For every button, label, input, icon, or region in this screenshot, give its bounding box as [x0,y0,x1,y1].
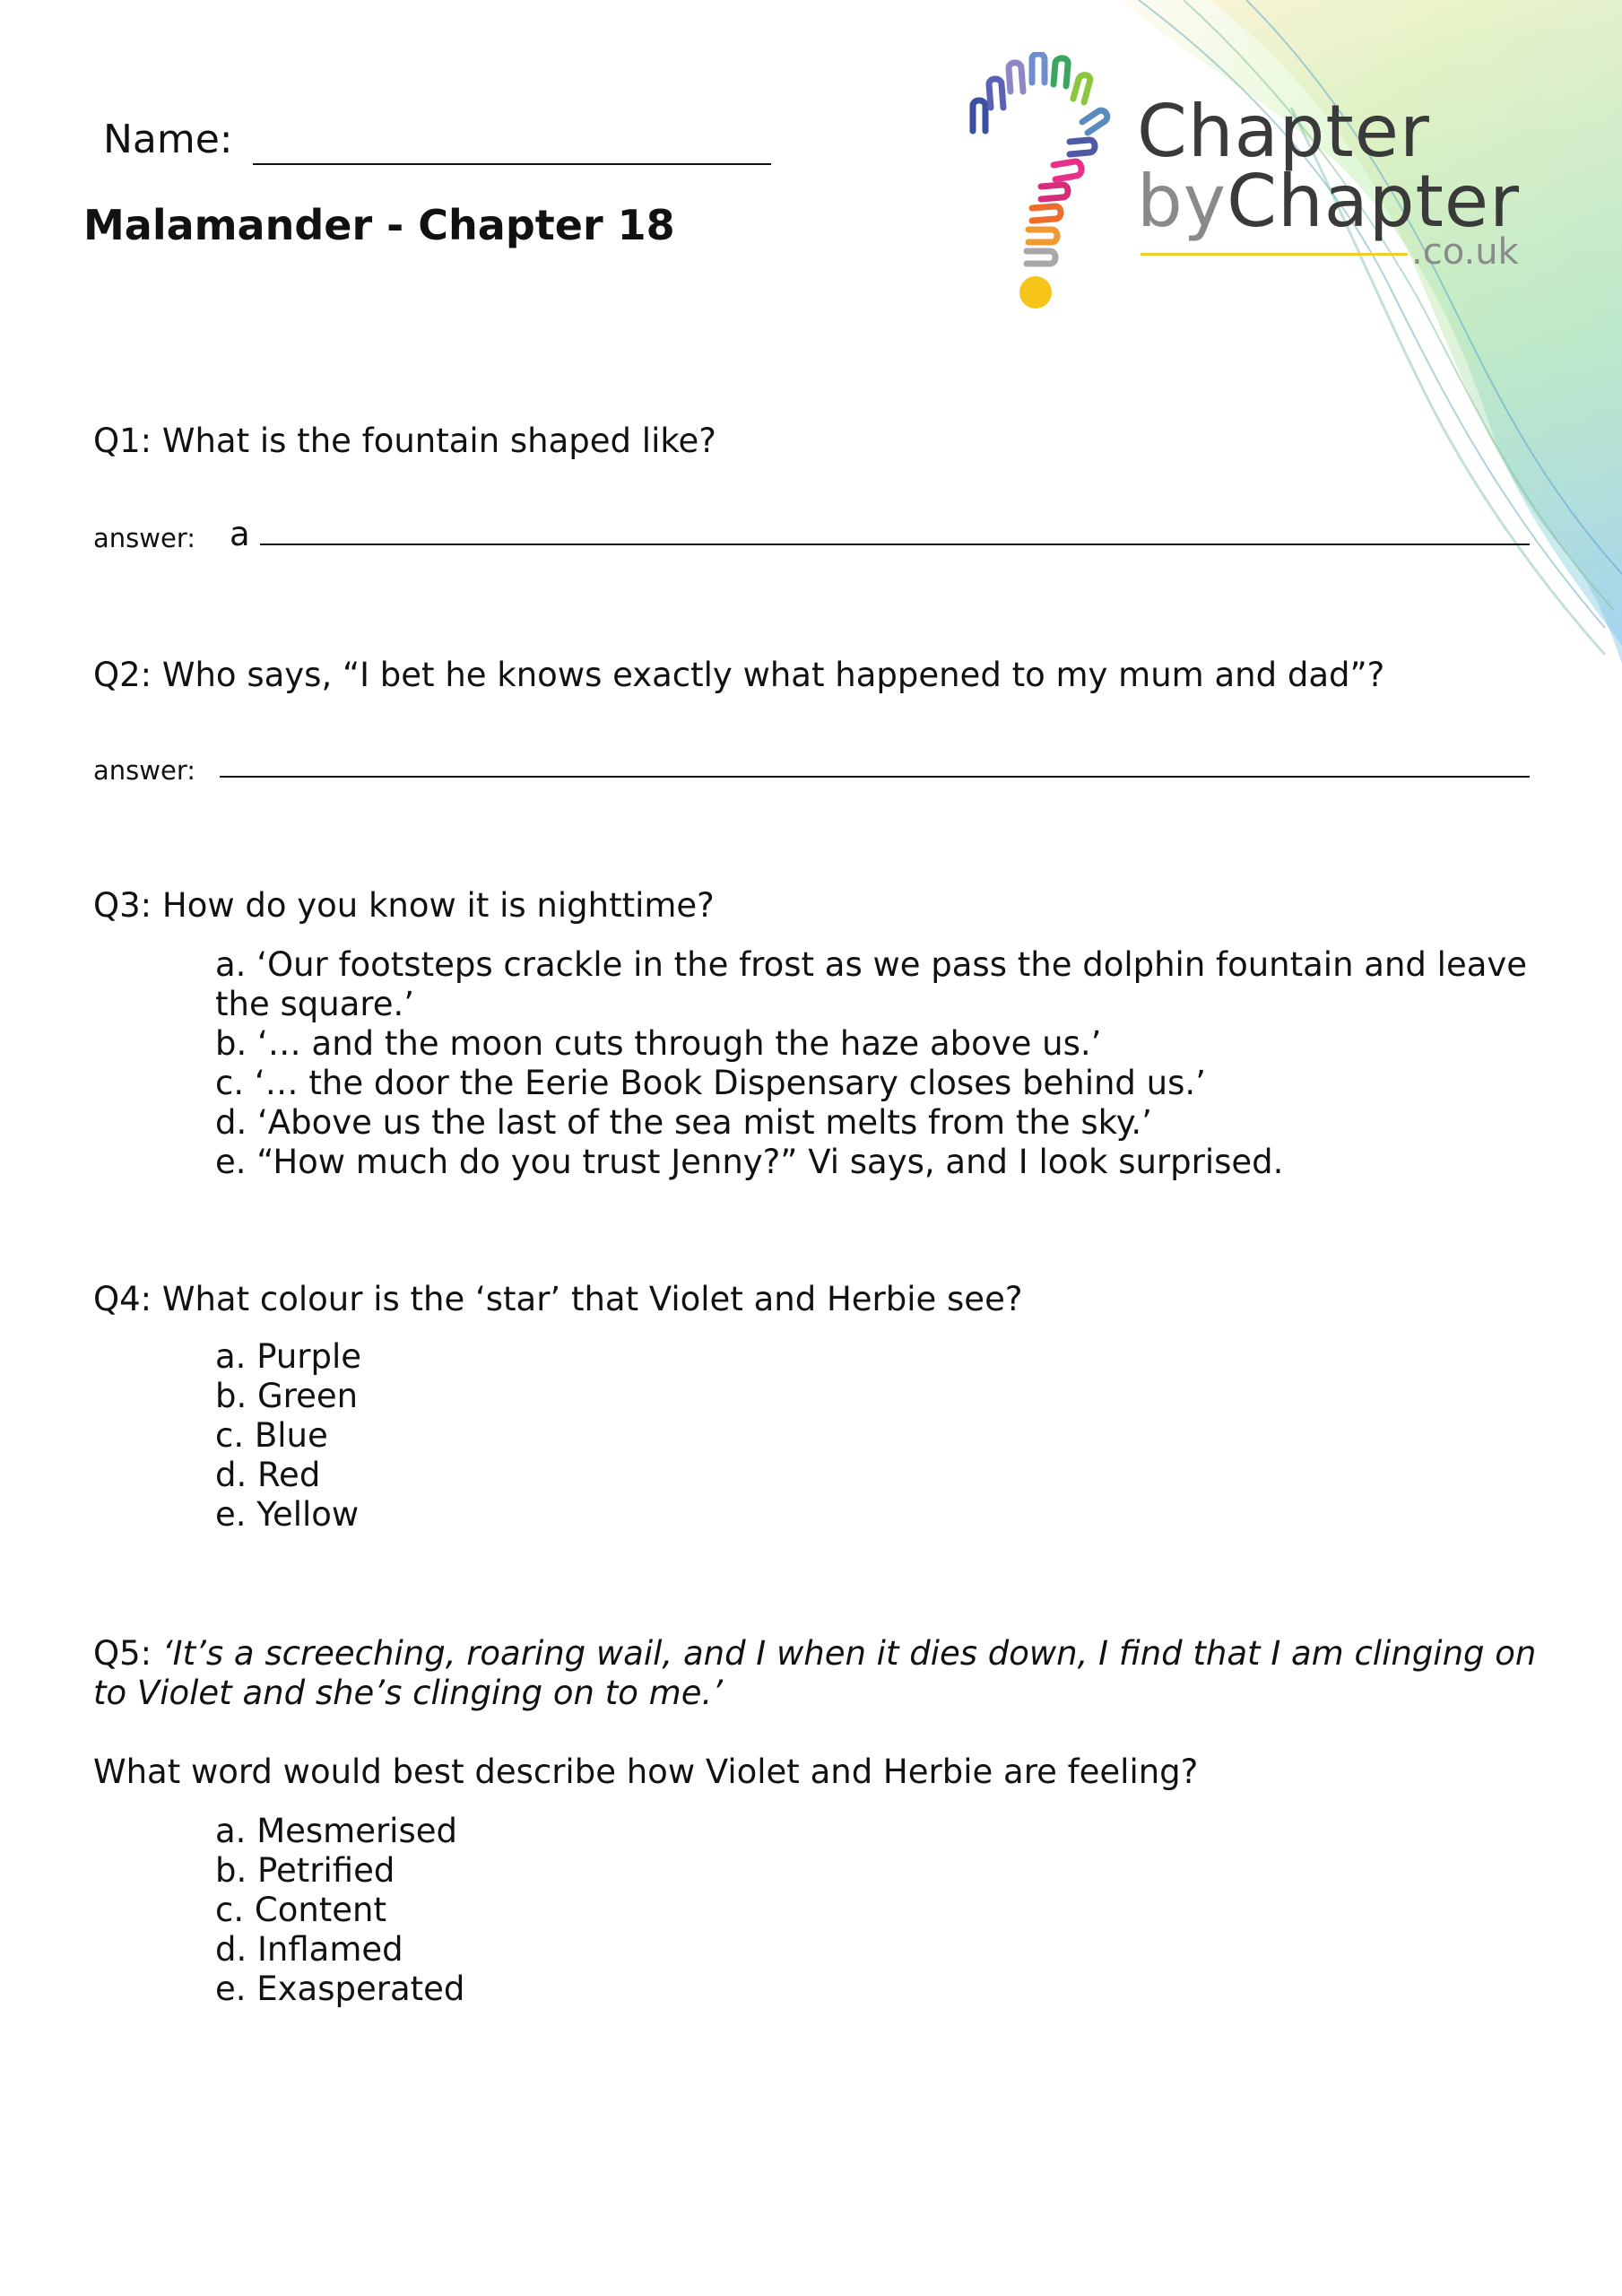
chapter-by-chapter-logo-icon [964,52,1125,312]
question-3-options [215,945,1542,1182]
question-3-option-b[interactable]: b. ‘… and the moon cuts through the haze above us.’ [215,1024,1102,1063]
question-3-option-d[interactable]: d. ‘Above us the last of the sea mist melts from the sky.’ [215,1103,1152,1142]
question-5-options [215,1812,1542,2009]
question-5-option-c[interactable]: c. Content [215,1891,387,1929]
question-1-answer-label: answer: [93,523,196,553]
question-2-answer-line[interactable] [220,776,1530,778]
worksheet-title: Malamander - Chapter 18 [83,201,675,249]
question-5-option-a[interactable]: a. Mesmerised [215,1812,457,1850]
question-4-option-b[interactable]: b. Green [215,1377,359,1415]
logo-domain: .co.uk [1411,231,1519,273]
question-5-quote: ‘It’s a screeching, roaring wail, and I when it dies down, I find that I am clinging on to Violet and she’s clinging on to me.’ [93,1634,1537,1712]
question-3-option-a[interactable]: a. ‘Our footsteps crackle in the frost as we pass the dolphin fountain and leave the square.’ [215,945,1528,1023]
question-5-prefix: Q5: [93,1634,152,1673]
question-2-text: Q2: Who says, “I bet he knows exactly what happened to my mum and dad”? [93,656,1385,694]
question-1-answer-prefix: a [230,515,250,553]
question-1-text: Q1: What is the fountain shaped like? [93,422,716,460]
question-4-option-e[interactable]: e. Yellow [215,1495,360,1534]
logo-underline [1141,253,1408,256]
question-5-option-d[interactable]: d. Inflamed [215,1930,403,1969]
name-input-line[interactable] [253,163,771,165]
question-5-option-b[interactable]: b. Petrified [215,1851,395,1890]
logo-text-chapter-2: Chapter [1227,160,1520,243]
question-3-option-e[interactable]: e. “How much do you trust Jenny?” Vi says, and I look surprised. [215,1143,1284,1181]
question-3-option-c[interactable]: c. ‘… the door the Eerie Book Dispensary closes behind us.’ [215,1064,1206,1102]
question-5-option-e[interactable]: e. Exasperated [215,1970,465,2008]
question-5-quote-block [93,1634,1546,1713]
question-4-option-a[interactable]: a. Purple [215,1337,362,1376]
question-3-text: Q3: How do you know it is nighttime? [93,886,715,925]
question-4-text: Q4: What colour is the ‘star’ that Violet and Herbie see? [93,1280,1023,1318]
question-4-option-c[interactable]: c. Blue [215,1416,328,1455]
question-4-option-d[interactable]: d. Red [215,1456,321,1494]
name-label: Name: [103,117,233,162]
question-2-answer-label: answer: [93,755,196,786]
question-5-text: What word would best describe how Violet and Herbie are feeling? [93,1752,1199,1791]
question-1-answer-line[interactable] [260,544,1530,545]
question-4-options [215,1337,1542,1535]
logo-text-by: by [1137,160,1227,243]
logo-text-chapter: Chapter [1137,90,1430,173]
